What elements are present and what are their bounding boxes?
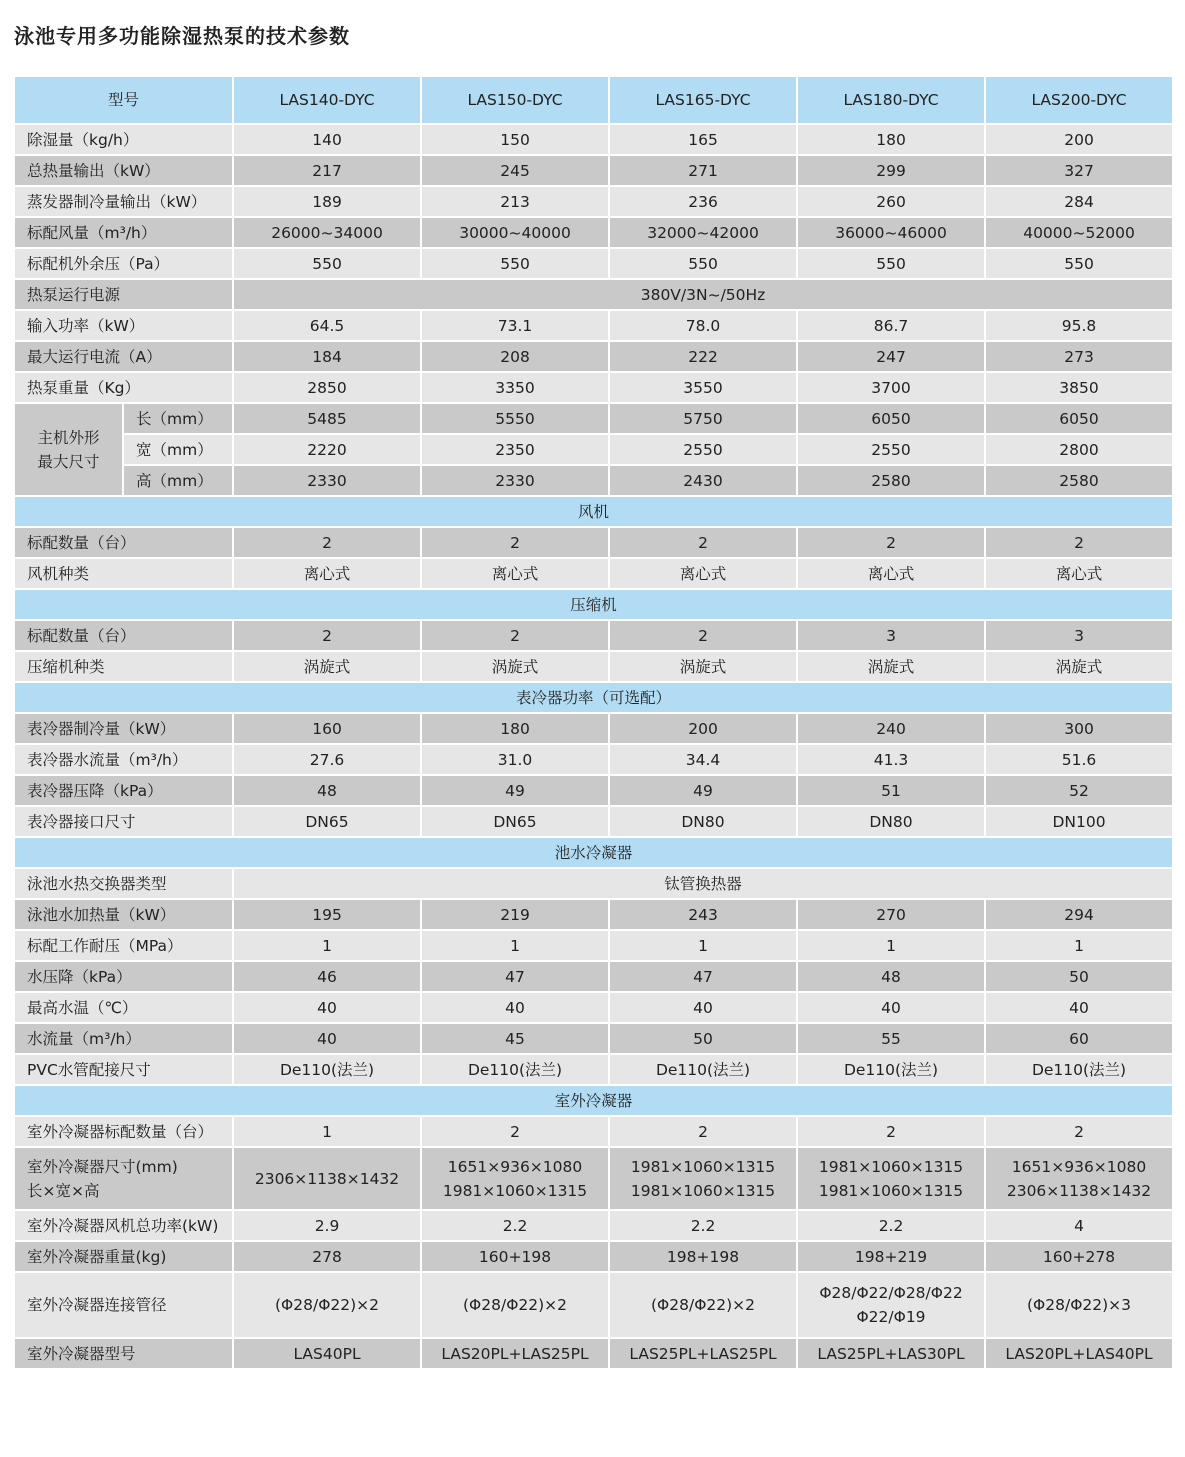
cell: 40: [985, 992, 1173, 1023]
cell: 550: [421, 248, 609, 279]
cell: 3850: [985, 372, 1173, 403]
cell: Φ28/Φ22/Φ28/Φ22 Φ22/Φ19: [797, 1272, 985, 1338]
cell: 涡旋式: [421, 651, 609, 682]
section-row-pool-condenser: [14, 837, 1173, 868]
cell: LAS25PL+LAS30PL: [797, 1338, 985, 1369]
page-title: 泳池专用多功能除湿热泵的技术参数: [14, 24, 350, 48]
row-label: 表冷器压降（kPa）: [14, 775, 233, 806]
cell: 2550: [797, 434, 985, 465]
cell: 2: [985, 527, 1173, 558]
cell: 5750: [609, 403, 797, 434]
table-row: [14, 1272, 1173, 1338]
cell: 3: [985, 620, 1173, 651]
cell: (Φ28/Φ22)×2: [609, 1272, 797, 1338]
row-label: 除湿量（kg/h）: [14, 124, 233, 155]
header-model: LAS140-DYC: [233, 76, 421, 124]
cell: 6050: [985, 403, 1173, 434]
table-row: [14, 341, 1173, 372]
row-label: 总热量输出（kW）: [14, 155, 233, 186]
cell: 64.5: [233, 310, 421, 341]
cell: 243: [609, 899, 797, 930]
cell: 550: [609, 248, 797, 279]
row-label: 标配风量（m³/h）: [14, 217, 233, 248]
cell: 247: [797, 341, 985, 372]
cell: DN80: [797, 806, 985, 837]
cell: 299: [797, 155, 985, 186]
cell: 涡旋式: [797, 651, 985, 682]
merged-cell: 钛管换热器: [233, 868, 1173, 899]
row-label: 标配工作耐压（MPa）: [14, 930, 233, 961]
cell: 2306×1138×1432: [233, 1147, 421, 1210]
cell: LAS40PL: [233, 1338, 421, 1369]
cell: 2330: [233, 465, 421, 496]
cell: 184: [233, 341, 421, 372]
cell: 240: [797, 713, 985, 744]
cell: 3: [797, 620, 985, 651]
cell: 46: [233, 961, 421, 992]
cell: 198+198: [609, 1241, 797, 1272]
table-row: [14, 713, 1173, 744]
cell: 1981×1060×1315 1981×1060×1315: [797, 1147, 985, 1210]
cell: 222: [609, 341, 797, 372]
cell: 2: [797, 1116, 985, 1147]
cell: 涡旋式: [609, 651, 797, 682]
cell: 2: [233, 620, 421, 651]
cell: 51: [797, 775, 985, 806]
cell: 550: [797, 248, 985, 279]
cell: 36000~46000: [797, 217, 985, 248]
table-row: [14, 806, 1173, 837]
cell: 150: [421, 124, 609, 155]
cell: 86.7: [797, 310, 985, 341]
cell: LAS25PL+LAS25PL: [609, 1338, 797, 1369]
cell: 2: [609, 527, 797, 558]
cell: 2: [609, 620, 797, 651]
cell: 2: [421, 620, 609, 651]
cell: 2.2: [421, 1210, 609, 1241]
table-row: [14, 279, 1173, 310]
cell: 245: [421, 155, 609, 186]
cell: 160+278: [985, 1241, 1173, 1272]
section-row-cooler: [14, 682, 1173, 713]
table-row: [14, 434, 1173, 465]
cell: 60: [985, 1023, 1173, 1054]
cell: 30000~40000: [421, 217, 609, 248]
cell: 6050: [797, 403, 985, 434]
row-label: 标配数量（台）: [14, 620, 233, 651]
cell: 236: [609, 186, 797, 217]
table-row: [14, 465, 1173, 496]
row-label: 最大运行电流（A）: [14, 341, 233, 372]
table-row: [14, 744, 1173, 775]
section-title: 室外冷凝器: [14, 1085, 1173, 1116]
cell: 2: [797, 527, 985, 558]
cell: 5550: [421, 403, 609, 434]
cell: 40: [233, 992, 421, 1023]
cell: 1981×1060×1315 1981×1060×1315: [609, 1147, 797, 1210]
cell: 2.2: [797, 1210, 985, 1241]
cell: 52: [985, 775, 1173, 806]
cell: 47: [609, 961, 797, 992]
cell: De110(法兰): [609, 1054, 797, 1085]
cell: 3550: [609, 372, 797, 403]
section-title: 表冷器功率（可选配）: [14, 682, 1173, 713]
cell: 2550: [609, 434, 797, 465]
row-label: 蒸发器制冷量输出（kW）: [14, 186, 233, 217]
cell: 219: [421, 899, 609, 930]
spec-table: [13, 75, 1174, 1370]
header-model: LAS165-DYC: [609, 76, 797, 124]
row-label: 室外冷凝器连接管径: [14, 1272, 233, 1338]
cell: 49: [609, 775, 797, 806]
cell: 2: [609, 1116, 797, 1147]
cell: 48: [797, 961, 985, 992]
table-row: [14, 217, 1173, 248]
table-row: [14, 155, 1173, 186]
cell: 1: [421, 930, 609, 961]
table-row: [14, 961, 1173, 992]
cell: 2850: [233, 372, 421, 403]
cell: 2.9: [233, 1210, 421, 1241]
cell: (Φ28/Φ22)×2: [421, 1272, 609, 1338]
cell: 278: [233, 1241, 421, 1272]
cell: 32000~42000: [609, 217, 797, 248]
cell: 160+198: [421, 1241, 609, 1272]
cell: 45: [421, 1023, 609, 1054]
cell: 2580: [797, 465, 985, 496]
cell: 165: [609, 124, 797, 155]
row-label: 表冷器水流量（m³/h）: [14, 744, 233, 775]
row-label: 热泵运行电源: [14, 279, 233, 310]
cell: 34.4: [609, 744, 797, 775]
row-label: 高（mm）: [123, 465, 233, 496]
cell: 5485: [233, 403, 421, 434]
table-row: [14, 775, 1173, 806]
cell: 260: [797, 186, 985, 217]
cell: 47: [421, 961, 609, 992]
cell: (Φ28/Φ22)×2: [233, 1272, 421, 1338]
header-model: LAS150-DYC: [421, 76, 609, 124]
cell: 2: [421, 1116, 609, 1147]
section-title: 风机: [14, 496, 1173, 527]
cell: 4: [985, 1210, 1173, 1241]
cell: 160: [233, 713, 421, 744]
row-label: 最高水温（℃）: [14, 992, 233, 1023]
cell: 1: [233, 930, 421, 961]
cell: 41.3: [797, 744, 985, 775]
table-row: [14, 527, 1173, 558]
cell: 195: [233, 899, 421, 930]
cell: 200: [609, 713, 797, 744]
cell: 31.0: [421, 744, 609, 775]
table-row: [14, 930, 1173, 961]
cell: (Φ28/Φ22)×3: [985, 1272, 1173, 1338]
cell: 26000~34000: [233, 217, 421, 248]
table-row: [14, 124, 1173, 155]
cell: 284: [985, 186, 1173, 217]
cell: 271: [609, 155, 797, 186]
row-label: 泳池水加热量（kW）: [14, 899, 233, 930]
cell: 2220: [233, 434, 421, 465]
cell: 200: [985, 124, 1173, 155]
row-label: 宽（mm）: [123, 434, 233, 465]
cell: 40: [797, 992, 985, 1023]
cell: 550: [233, 248, 421, 279]
cell: 78.0: [609, 310, 797, 341]
cell: 27.6: [233, 744, 421, 775]
table-row: [14, 620, 1173, 651]
section-row-fan: [14, 496, 1173, 527]
section-row-compressor: [14, 589, 1173, 620]
cell: 294: [985, 899, 1173, 930]
row-label: 室外冷凝器重量(kg): [14, 1241, 233, 1272]
cell: 2800: [985, 434, 1173, 465]
table-row: [14, 1241, 1173, 1272]
table-row: [14, 310, 1173, 341]
cell: 180: [797, 124, 985, 155]
header-model: LAS180-DYC: [797, 76, 985, 124]
cell: De110(法兰): [985, 1054, 1173, 1085]
row-label: 水压降（kPa）: [14, 961, 233, 992]
cell: 2: [985, 1116, 1173, 1147]
table-row: [14, 403, 1173, 434]
cell: De110(法兰): [797, 1054, 985, 1085]
row-label: 热泵重量（Kg）: [14, 372, 233, 403]
row-label: 长（mm）: [123, 403, 233, 434]
row-label: 输入功率（kW）: [14, 310, 233, 341]
cell: 273: [985, 341, 1173, 372]
cell: 2430: [609, 465, 797, 496]
merged-cell: 380V/3N~/50Hz: [233, 279, 1173, 310]
row-label: 室外冷凝器尺寸(mm) 长×宽×高: [14, 1147, 233, 1210]
row-label: 室外冷凝器型号: [14, 1338, 233, 1369]
table-row: [14, 1147, 1173, 1210]
cell: 1651×936×1080 1981×1060×1315: [421, 1147, 609, 1210]
cell: 40: [609, 992, 797, 1023]
cell: 1: [985, 930, 1173, 961]
cell: 198+219: [797, 1241, 985, 1272]
cell: 180: [421, 713, 609, 744]
row-label: 室外冷凝器风机总功率(kW): [14, 1210, 233, 1241]
cell: 1: [233, 1116, 421, 1147]
cell: 2: [233, 527, 421, 558]
cell: 48: [233, 775, 421, 806]
cell: 300: [985, 713, 1173, 744]
cell: 离心式: [797, 558, 985, 589]
cell: 50: [609, 1023, 797, 1054]
table-row: [14, 651, 1173, 682]
table-row: [14, 1338, 1173, 1369]
table-row: [14, 186, 1173, 217]
cell: 217: [233, 155, 421, 186]
cell: 2.2: [609, 1210, 797, 1241]
table-row: [14, 1116, 1173, 1147]
row-label: 表冷器制冷量（kW）: [14, 713, 233, 744]
header-model: LAS200-DYC: [985, 76, 1173, 124]
cell: DN65: [421, 806, 609, 837]
cell: 40: [233, 1023, 421, 1054]
cell: De110(法兰): [421, 1054, 609, 1085]
table-row: [14, 992, 1173, 1023]
cell: 2330: [421, 465, 609, 496]
table-row: [14, 1210, 1173, 1241]
cell: LAS20PL+LAS40PL: [985, 1338, 1173, 1369]
cell: 189: [233, 186, 421, 217]
row-label: 标配机外余压（Pa）: [14, 248, 233, 279]
cell: 离心式: [421, 558, 609, 589]
cell: 73.1: [421, 310, 609, 341]
cell: 离心式: [233, 558, 421, 589]
section-title: 池水冷凝器: [14, 837, 1173, 868]
row-label: 室外冷凝器标配数量（台）: [14, 1116, 233, 1147]
cell: 3700: [797, 372, 985, 403]
dimension-group-label: 主机外形 最大尺寸: [14, 403, 123, 496]
cell: De110(法兰): [233, 1054, 421, 1085]
header-model-label: 型号: [14, 76, 233, 124]
cell: 50: [985, 961, 1173, 992]
cell: 1651×936×1080 2306×1138×1432: [985, 1147, 1173, 1210]
section-row-outdoor-condenser: [14, 1085, 1173, 1116]
table-row: [14, 372, 1173, 403]
cell: DN100: [985, 806, 1173, 837]
table-row: [14, 558, 1173, 589]
section-title: 压缩机: [14, 589, 1173, 620]
cell: 离心式: [985, 558, 1173, 589]
row-label: 泳池水热交换器类型: [14, 868, 233, 899]
row-label: 表冷器接口尺寸: [14, 806, 233, 837]
row-label: 水流量（m³/h）: [14, 1023, 233, 1054]
cell: 40000~52000: [985, 217, 1173, 248]
cell: 1: [609, 930, 797, 961]
table-row: [14, 248, 1173, 279]
cell: 49: [421, 775, 609, 806]
cell: DN65: [233, 806, 421, 837]
table-row: [14, 899, 1173, 930]
cell: 55: [797, 1023, 985, 1054]
table-row: [14, 868, 1173, 899]
cell: 140: [233, 124, 421, 155]
cell: LAS20PL+LAS25PL: [421, 1338, 609, 1369]
cell: 涡旋式: [985, 651, 1173, 682]
cell: 1: [797, 930, 985, 961]
cell: 2580: [985, 465, 1173, 496]
table-row: [14, 1023, 1173, 1054]
cell: DN80: [609, 806, 797, 837]
cell: 2: [421, 527, 609, 558]
cell: 327: [985, 155, 1173, 186]
cell: 208: [421, 341, 609, 372]
row-label: PVC水管配接尺寸: [14, 1054, 233, 1085]
cell: 213: [421, 186, 609, 217]
cell: 离心式: [609, 558, 797, 589]
cell: 550: [985, 248, 1173, 279]
table-header-row: [14, 76, 1173, 124]
row-label: 标配数量（台）: [14, 527, 233, 558]
row-label: 风机种类: [14, 558, 233, 589]
cell: 3350: [421, 372, 609, 403]
row-label: 压缩机种类: [14, 651, 233, 682]
cell: 270: [797, 899, 985, 930]
cell: 95.8: [985, 310, 1173, 341]
cell: 40: [421, 992, 609, 1023]
cell: 2350: [421, 434, 609, 465]
table-row: [14, 1054, 1173, 1085]
cell: 涡旋式: [233, 651, 421, 682]
cell: 51.6: [985, 744, 1173, 775]
